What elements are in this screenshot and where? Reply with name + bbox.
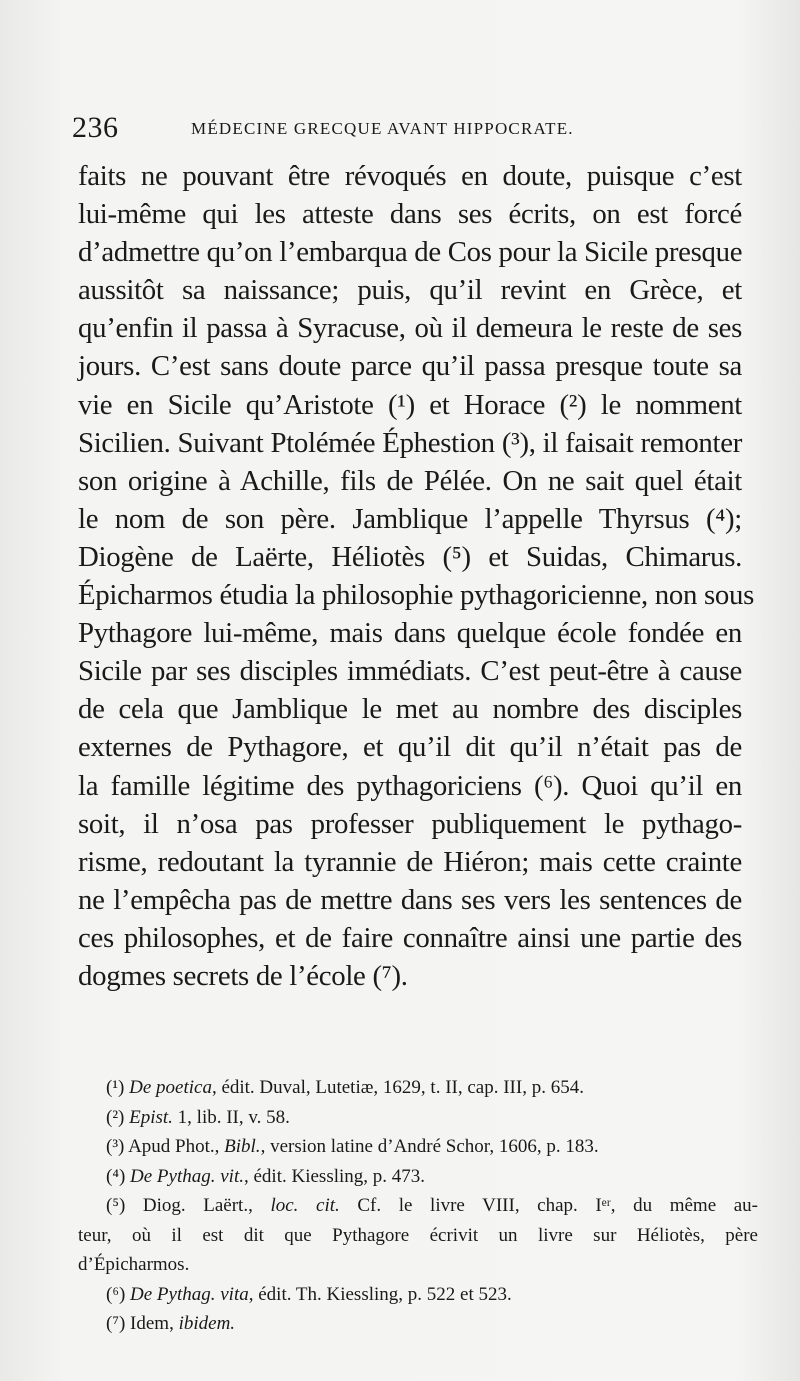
body-line: externes de Pythagore, et qu’il dit qu’il n’était pas de	[78, 731, 742, 764]
body-line: la famille légitime des pythagoriciens (⁶). Quoi qu’il en	[78, 769, 742, 802]
footnote-text: Apud Phot.,	[128, 1136, 225, 1157]
footnote-text: teur, où il est dit que Pythagore écrivit un livre sur Héliotès, père	[78, 1224, 758, 1246]
footnote-text: , édit. Th. Kiessling, p. 522 et 523.	[248, 1283, 512, 1305]
footnote-line	[78, 1309, 758, 1339]
footnote-mark: (⁶)	[106, 1283, 126, 1305]
footnote-line	[78, 1191, 758, 1221]
footnote-mark: (³)	[106, 1136, 125, 1157]
footnote-line	[78, 1221, 758, 1251]
footnote-text: loc. cit.	[270, 1195, 340, 1216]
page-number: 236	[72, 111, 119, 144]
footnotes	[78, 1073, 758, 1339]
body-line: faits ne pouvant être révoqués en doute, puisque c’est	[78, 160, 742, 192]
body-line: ne l’empêcha pas de mettre dans ses vers les sentences de	[78, 883, 742, 916]
body-line: Pythagore lui-même, mais dans quelque école fondée en	[78, 617, 742, 650]
body-line: Diogène de Laërte, Héliotès (⁵) et Suidas, Chimarus.	[78, 540, 742, 573]
footnote-text: Cf. le livre VIII, chap. Iᵉʳ, du même au-	[339, 1195, 758, 1216]
footnote-text: De Pythag. vita	[130, 1283, 249, 1305]
body-line: le nom de son père. Jamblique l’appelle Thyrsus (⁴);	[78, 502, 742, 535]
footnote-line	[78, 1103, 758, 1133]
body-line: son origine à Achille, fils de Pélée. On ne sait quel était	[78, 464, 742, 497]
footnote-text: , version latine d’André Schor, 1606, p. 183.	[260, 1136, 599, 1157]
footnote-text: , édit. Duval, Lutetiæ, 1629, t. II, cap. III, p. 654.	[211, 1077, 584, 1098]
footnote-mark: (¹)	[106, 1077, 125, 1098]
footnote-text: ibidem.	[178, 1313, 236, 1334]
body-line: Sicilien. Suivant Ptolémée Éphestion (³), il faisait remonter	[78, 426, 742, 459]
footnote-line	[78, 1162, 758, 1192]
footnote-text: Diog. Laërt.,	[142, 1195, 271, 1216]
footnote-text: , édit. Kiessling, p. 473.	[244, 1165, 426, 1187]
footnote-mark: (⁴)	[106, 1165, 126, 1187]
footnote-line	[78, 1132, 758, 1162]
footnote-mark: (²)	[106, 1106, 125, 1128]
footnote-text: Idem,	[130, 1313, 179, 1334]
body-line: lui-même qui les atteste dans ses écrits, on est forcé	[78, 198, 742, 231]
footnote-mark: (⁷)	[106, 1313, 126, 1334]
body-line: Sicile par ses disciples immédiats. C’est peut-être à cause	[78, 655, 742, 688]
footnote-text: Epist.	[129, 1106, 173, 1128]
body-line: de cela que Jamblique le met au nombre des disciples	[78, 693, 742, 726]
running-title: MÉDECINE GRECQUE AVANT HIPPOCRATE.	[191, 119, 574, 138]
body-line: ces philosophes, et de faire connaître ainsi une partie des	[78, 921, 742, 954]
body-line: Épicharmos étudia la philosophie pythagoricienne, non sous	[78, 579, 754, 612]
body-line: dogmes secrets de l’école (⁷).	[78, 959, 408, 992]
footnote-line	[78, 1280, 758, 1310]
footnote-text: d’Épicharmos.	[78, 1254, 190, 1275]
body-line: vie en Sicile qu’Aristote (¹) et Horace (²) le nomment	[78, 388, 742, 421]
body-line: soit, il n’osa pas professer publiquement le pythago-	[78, 807, 742, 840]
body-line: aussitôt sa naissance; puis, qu’il revint en Grèce, et	[78, 274, 742, 307]
body-line: d’admettre qu’on l’embarqua de Cos pour la Sicile presque	[78, 236, 743, 269]
body-line: risme, redoutant la tyrannie de Hiéron; mais cette crainte	[78, 845, 742, 878]
body-line: qu’enfin il passa à Syracuse, où il demeura le reste de ses	[78, 312, 742, 345]
body-line: jours. C’est sans doute parce qu’il passa presque toute sa	[78, 350, 742, 383]
footnote-mark: (⁵)	[106, 1195, 126, 1216]
footnote-text: De Pythag. vit.	[130, 1165, 244, 1187]
footnote-line	[78, 1073, 758, 1103]
footnote-text: 1, lib. II, v. 58.	[172, 1106, 290, 1128]
footnote-text: Bibl.	[224, 1136, 261, 1157]
body-text	[78, 157, 754, 995]
footnote-text: De poetica	[129, 1077, 212, 1098]
footnote-line	[78, 1250, 758, 1280]
page-header	[72, 108, 732, 148]
